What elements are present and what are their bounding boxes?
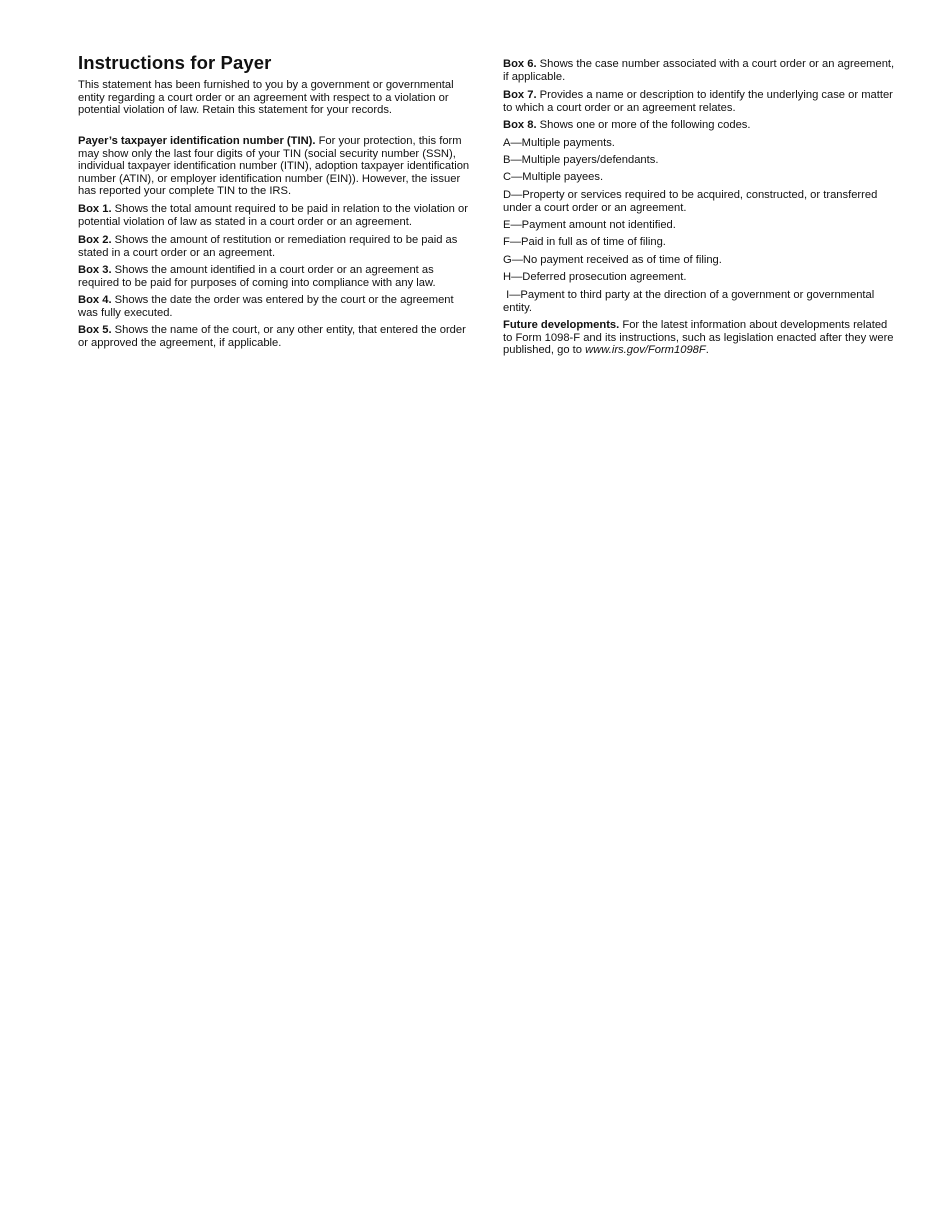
code-d: D—Property or services required to be acquired, constructed, or transferred under a court order or an agreement.	[503, 189, 878, 214]
box2-paragraph	[78, 234, 472, 259]
code-i: I—Payment to third party at the direction of a government or governmental entity.	[503, 289, 878, 314]
box8-paragraph	[503, 119, 899, 132]
box7-paragraph	[503, 89, 899, 114]
code-g: G—No payment received as of time of filing.	[503, 254, 722, 266]
tin-paragraph	[78, 135, 472, 198]
code-e: E—Payment amount not identified.	[503, 219, 676, 231]
box6-text: Shows the case number associated with a court order or an agreement, if applicable.	[503, 58, 895, 83]
box2-text: Shows the amount of restitution or remediation required to be paid as stated in a court order or an agreement.	[78, 234, 458, 259]
code-c: C—Multiple payees.	[503, 171, 604, 183]
box7-text: Provides a name or description to identify the underlying case or matter to which a court order or an agreement relates.	[503, 89, 893, 114]
code-a: A—Multiple payments.	[503, 137, 615, 149]
box1-paragraph	[78, 203, 472, 228]
box5-label: Box 5.	[78, 324, 112, 336]
box4-label: Box 4.	[78, 294, 112, 306]
box1-text: Shows the total amount required to be paid in relation to the violation or potential violation of law as stated in a court order or an agreement.	[78, 203, 468, 228]
box8-text: Shows one or more of the following codes.	[536, 119, 751, 131]
box2-label: Box 2.	[78, 234, 112, 246]
tin-text: For your protection, this form may show only the last four digits of your TIN (social security number (SSN), individual taxpayer identification number (ITIN), adoption taxpayer identification number (ATIN), or employer identification number (EIN)). However, the issuer has reported your complete TIN to the IRS.	[78, 135, 470, 198]
future-developments-label: Future developments.	[503, 319, 620, 331]
box1-label: Box 1.	[78, 203, 112, 215]
box5-text: Shows the name of the court, or any other entity, that entered the order or approved the agreement, if applicable.	[78, 324, 466, 349]
box8-label: Box 8.	[503, 119, 537, 131]
code-b: B—Multiple payers/defendants.	[503, 154, 659, 166]
box4-paragraph	[78, 294, 472, 319]
box3-paragraph	[78, 264, 472, 289]
future-developments-end: .	[705, 344, 709, 357]
box3-text: Shows the amount identified in a court order or an agreement as required to be paid for purposes of coming into compliance with any law.	[78, 264, 436, 289]
page-title: Instructions for Payer	[78, 52, 272, 73]
box4-text: Shows the date the order was entered by the court or the agreement was fully executed.	[78, 294, 454, 319]
box5-paragraph	[78, 324, 472, 349]
tin-label: Payer’s taxpayer identification number (TIN).	[78, 135, 316, 147]
box6-label: Box 6.	[503, 58, 537, 70]
intro-text: This statement has been furnished to you by a government or governmental entity regarding a court order or an agreement with respect to a violation or potential violation of law. Retain this statement for your records.	[78, 79, 454, 117]
future-developments-text: For the latest information about developments related to Form 1098-F and its instructions, such as legislation enacted after they were published, go to	[503, 319, 894, 357]
intro-paragraph	[78, 79, 472, 117]
box3-label: Box 3.	[78, 264, 112, 276]
future-developments-paragraph	[503, 319, 899, 357]
box6-paragraph	[503, 58, 899, 83]
irs-form-url-link[interactable]: www.irs.gov/Form1098F	[585, 344, 706, 357]
box7-label: Box 7.	[503, 89, 537, 101]
code-h: H—Deferred prosecution agreement.	[503, 271, 687, 283]
code-f: F—Paid in full as of time of filing.	[503, 236, 666, 248]
